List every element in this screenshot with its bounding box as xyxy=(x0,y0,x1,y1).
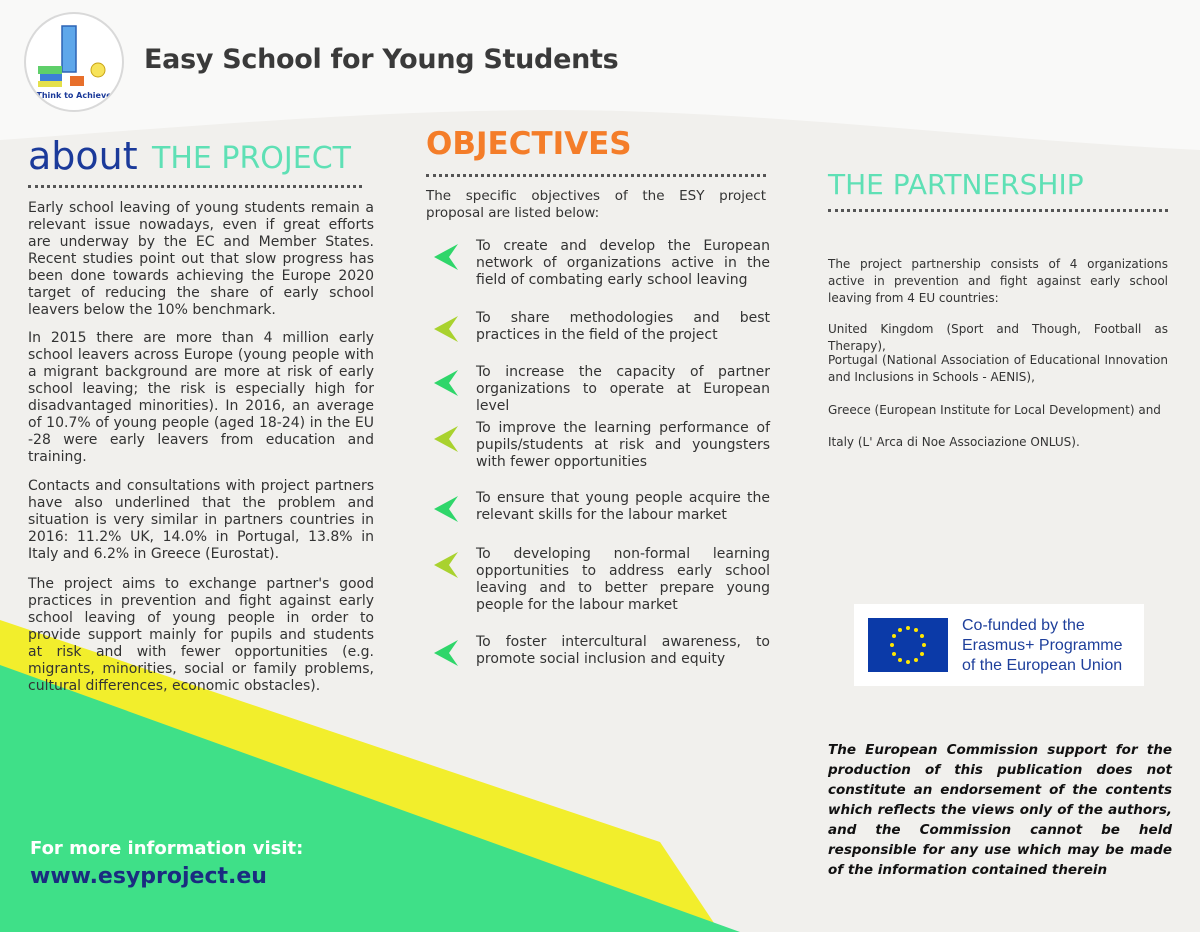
objective-text: To foster intercultural awareness, to promote social inclusion and equity xyxy=(476,634,770,667)
partner-item: United Kingdom (Sport and Though, Football as Therapy), xyxy=(828,322,1168,353)
objective-item xyxy=(426,364,774,418)
arrow-icon xyxy=(432,242,462,272)
lamp-icon xyxy=(70,76,84,86)
partner-item: Italy (L' Arca di Noe Associazione ONLUS). xyxy=(828,435,1080,449)
partnership-heading: THE PARTNERSHIP xyxy=(828,168,1084,201)
lightbulb-icon xyxy=(91,63,105,77)
objective-text: To ensure that young people acquire the relevant skills for the labour market xyxy=(476,490,770,523)
partner-item: Greece (European Institute for Local Development) and xyxy=(828,403,1161,417)
website-link[interactable]: www.esyproject.eu xyxy=(30,864,267,889)
objective-text: To create and develop the European network of organizations active in the field of combating early school leaving xyxy=(476,238,770,288)
objective-text: To share methodologies and best practices in the field of the project xyxy=(476,310,770,343)
objective-item xyxy=(426,238,774,292)
objectives-intro: The specific objectives of the ESY project proposal are listed below: xyxy=(426,188,766,221)
objective-item xyxy=(426,634,774,688)
eu-flag-icon xyxy=(868,618,948,672)
more-info-label: For more information visit: xyxy=(30,838,304,859)
objective-text: To increase the capacity of partner organizations to operate at European level xyxy=(476,364,770,414)
objective-item xyxy=(426,310,774,364)
objective-text: To improve the learning performance of pupils/students at risk and youngsters with fewer opportunities xyxy=(476,420,770,470)
disclaimer: The European Commission support for the production of this publication does not constitute an endorsement of the contents which reflects the views only of the authors, and the Commission cannot be held responsible for any use which may be made of the information contained therein xyxy=(828,742,1172,878)
partnership-intro: The project partnership consists of 4 organizations active in prevention and fight against early school leaving from 4 EU countries: xyxy=(828,257,1168,305)
arrow-icon xyxy=(432,424,462,454)
objective-text: To developing non-formal learning opportunities to address early school leaving and to better prepare young people for the labour market xyxy=(476,546,770,613)
objective-item xyxy=(426,490,774,544)
about-paragraph: The project aims to exchange partner's good practices in prevention and fight against early school leaving of young people in order to provide support mainly for pupils and students at risk and with fewer opportunities (e.g. migrants, minorities, social or family problems, cultural differences, economic obstacles). xyxy=(28,576,374,694)
site-title: Easy School for Young Students xyxy=(144,44,619,75)
partner-item: Portugal (National Association of Educational Innovation and Inclusions in Schools - AENIS), xyxy=(828,353,1168,384)
about-paragraph: Contacts and consultations with project partners have also underlined that the problem and situation is very similar in partners countries in 2016: 11.2% UK, 14.0% in Portugal, 13.8% in Italy and 6.2% in Greece (Eurostat). xyxy=(28,478,374,562)
about-paragraph: Early school leaving of young students remain a relevant issue nowadays, even if great efforts are underway by the EC and Member States. Recent studies point out that slow progress has been done towards achieving the Europe 2020 target of reducing the share of early school leavers below the 10% benchmark. xyxy=(28,200,374,318)
objectives-divider xyxy=(426,174,766,177)
about-divider xyxy=(28,185,362,188)
eu-funding-text xyxy=(962,616,1123,676)
arrow-icon xyxy=(432,368,462,398)
partnership-divider xyxy=(828,209,1168,212)
eu-funding-line: of the European Union xyxy=(962,657,1123,674)
books-icon xyxy=(38,66,62,74)
door-icon xyxy=(62,26,76,72)
about-heading: about xyxy=(28,134,138,178)
objective-item xyxy=(426,420,774,474)
eu-funding-box xyxy=(854,604,1144,686)
logo-caption: Think to Achieve xyxy=(36,91,112,100)
objective-item xyxy=(426,546,774,613)
eu-funding-line: Co-funded by the xyxy=(962,617,1085,634)
objectives-heading: OBJECTIVES xyxy=(426,126,632,162)
arrow-icon xyxy=(432,550,462,580)
arrow-icon xyxy=(432,494,462,524)
logo xyxy=(26,14,122,110)
eu-funding-line: Erasmus+ Programme xyxy=(962,637,1123,654)
arrow-icon xyxy=(432,638,462,668)
arrow-icon xyxy=(432,314,462,344)
project-heading: THE PROJECT xyxy=(152,141,351,176)
about-paragraph: In 2015 there are more than 4 million early school leavers across Europe (young people with a migrant background are more at risk of early school leaving; the risk is especially high for disadvantaged minorities). In 2016, an average of 10.7% of young people (aged 18-24) in the EU -28 were early leavers from education and training. xyxy=(28,330,374,465)
